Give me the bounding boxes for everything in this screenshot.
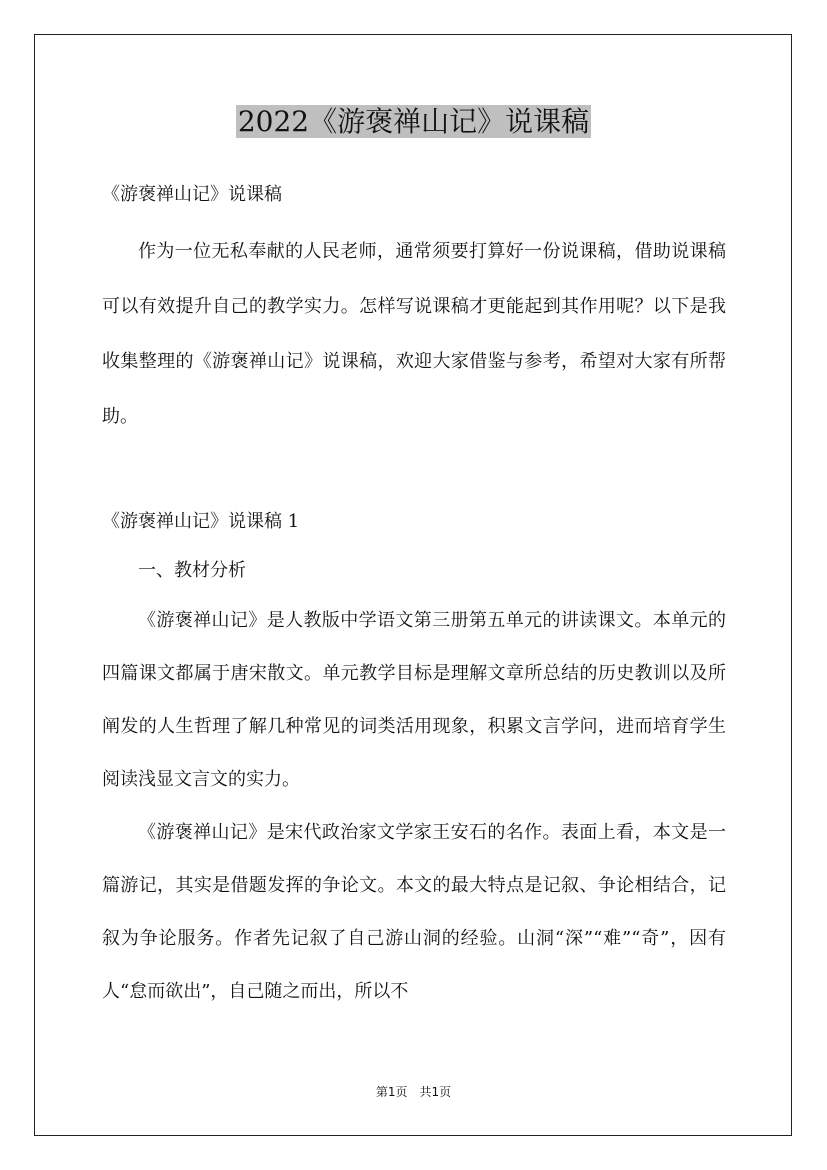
document-subtitle: 《游褒禅山记》说课稿 (102, 184, 282, 205)
section-title: 《游褒禅山记》说课稿 1 (102, 511, 300, 532)
body-paragraph: 《游褒禅山记》是宋代政治家文学家王安石的名作。表面上看，本文是一篇游记，其实是借题发挥的争论文。本文的最大特点是记叙、争论相结合，记叙为争论服务。作者先记叙了自己游山洞的经验。山洞“深”“难”“奇”，因有人“怠而欲出”，自己随之而出，所以不 (102, 822, 726, 1002)
intro-paragraph: 作为一位无私奉献的人民老师，通常须要打算好一份说课稿，借助说课稿可以有效提升自己的教学实力。怎样写说课稿才更能起到其作用呢？以下是我收集整理的《游褒禅山记》说课稿，欢迎大家借鉴与参考，希望对大家有所帮助。 (102, 241, 726, 427)
body-paragraph: 《游褒禅山记》是人教版中学语文第三册第五单元的讲读课文。本单元的四篇课文都属于唐宋散文。单元教学目标是理解文章所总结的历史教训以及所阐发的人生哲理了解几种常见的词类活用现象，积累文言学问，进而培育学生阅读浅显文言文的实力。 (102, 610, 726, 790)
section-heading: 一、教材分析 (138, 560, 246, 581)
page-number: 第1页 共1页 (375, 1085, 452, 1099)
document-title: 2022《游褒禅山记》说课稿 (237, 105, 590, 138)
document-body (102, 180, 726, 1018)
